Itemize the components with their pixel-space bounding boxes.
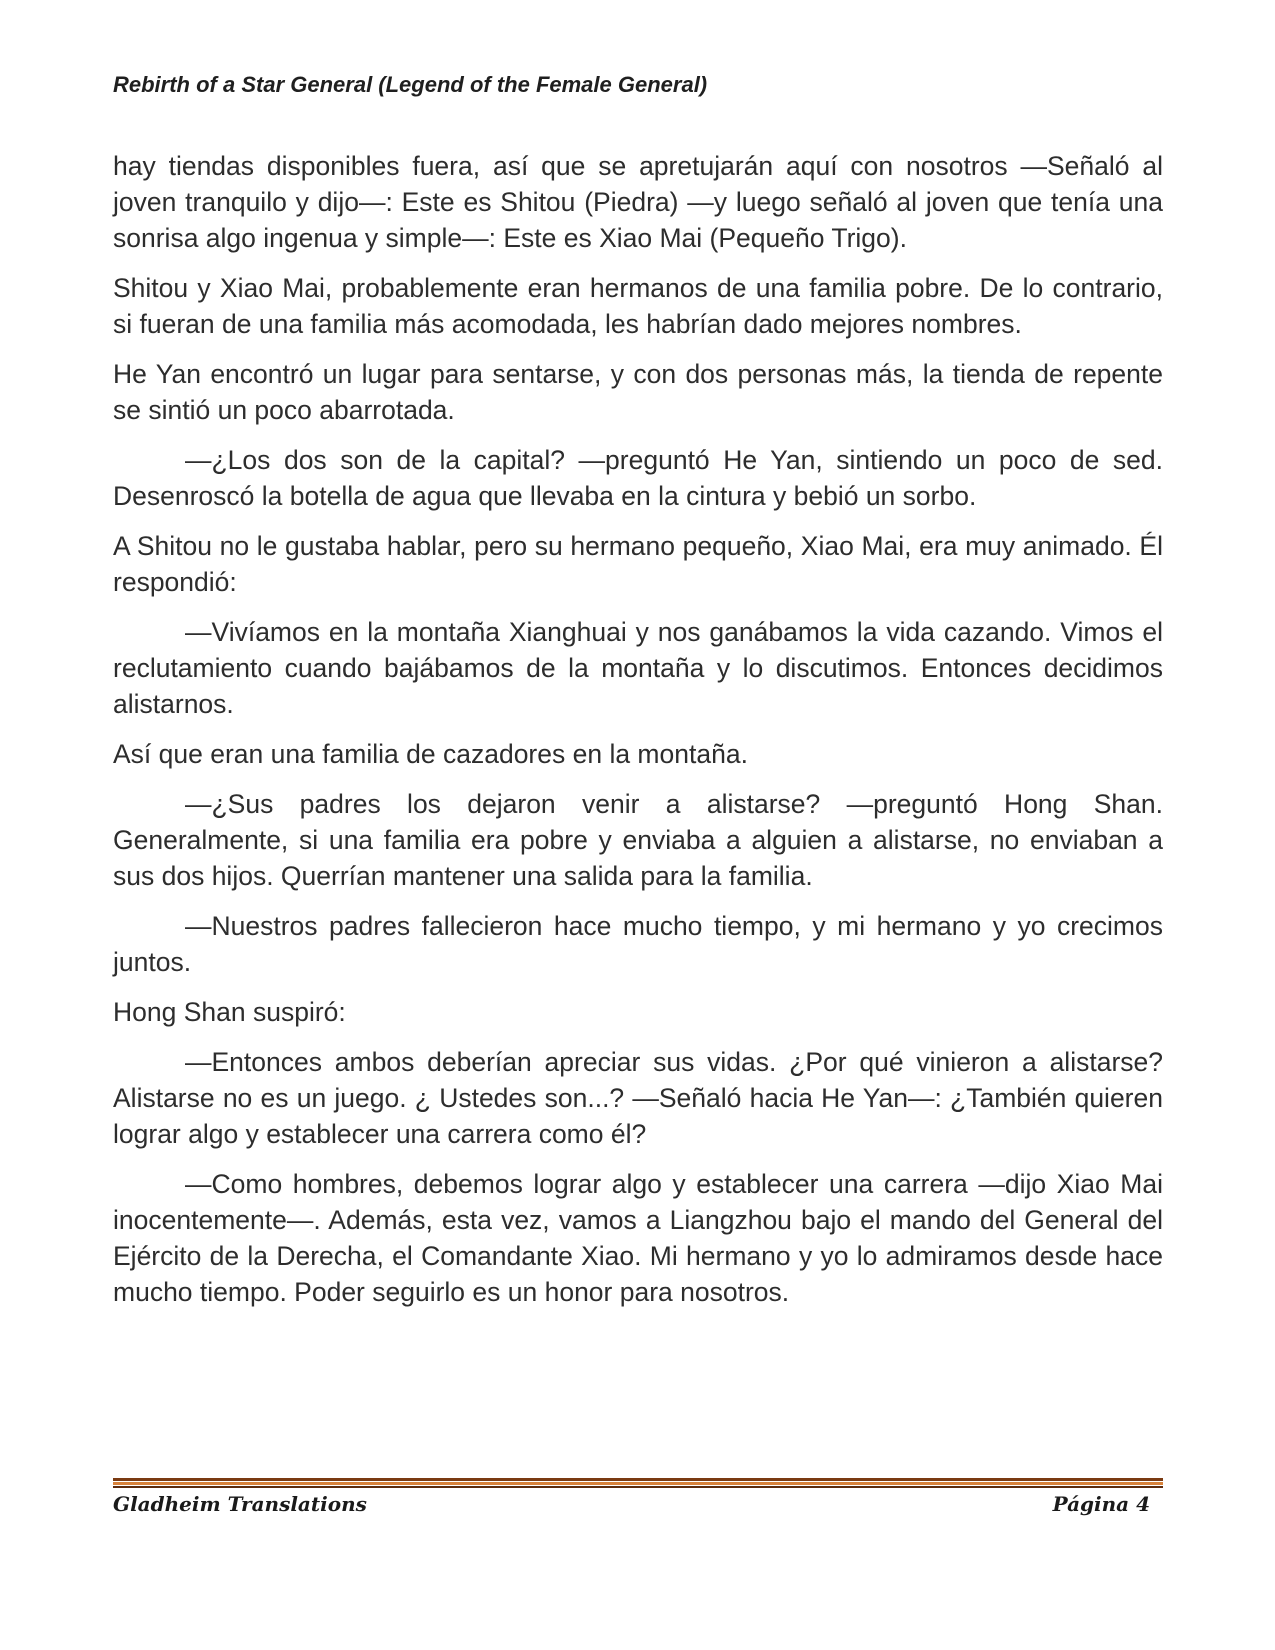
paragraph: Shitou y Xiao Mai, probablemente eran hermanos de una familia pobre. De lo contrario, si fueran de una familia más acomodada, les habrían dado mejores nombres. <box>113 273 1163 339</box>
footer-publisher: Gladheim Translations <box>113 1492 367 1516</box>
paragraph: He Yan encontró un lugar para sentarse, y con dos personas más, la tienda de repente se sintió un poco abarrotada. <box>113 359 1163 425</box>
paragraph: —Nuestros padres fallecieron hace mucho tiempo, y mi hermano y yo crecimos juntos. <box>113 911 1163 977</box>
paragraph: —Vivíamos en la montaña Xianghuai y nos ganábamos la vida cazando. Vimos el reclutamiento cuando bajábamos de la montaña y lo discutimos. Entonces decidimos alistarnos. <box>113 617 1163 719</box>
footer-page-number: Página 4 <box>1052 1492 1150 1516</box>
paragraph: hay tiendas disponibles fuera, así que se apretujarán aquí con nosotros —Señaló al joven tranquilo y dijo—: Este es Shitou (Piedra) —y luego señaló al joven que tenía una sonrisa algo ingenua y simple—: Este es Xiao Mai (Pequeño Trigo). <box>113 151 1163 253</box>
paragraph: —¿Los dos son de la capital? —preguntó He Yan, sintiendo un poco de sed. Desenroscó la botella de agua que llevaba en la cintura y bebió un sorbo. <box>113 445 1163 511</box>
body-text <box>113 148 1163 1324</box>
paragraph: Así que eran una familia de cazadores en la montaña. <box>113 739 748 769</box>
running-header-title: Rebirth of a Star General (Legend of the Female General) <box>113 72 708 97</box>
paragraph: —¿Sus padres los dejaron venir a alistarse? —preguntó Hong Shan. Generalmente, si una familia era pobre y enviaba a alguien a alistarse, no enviaban a sus dos hijos. Querrían mantener una salida para la familia. <box>113 789 1163 891</box>
paragraph: Hong Shan suspiró: <box>113 997 346 1027</box>
paragraph: A Shitou no le gustaba hablar, pero su hermano pequeño, Xiao Mai, era muy animado. Él respondió: <box>113 531 1163 597</box>
footer-divider <box>113 1478 1163 1488</box>
paragraph: —Como hombres, debemos lograr algo y establecer una carrera —dijo Xiao Mai inocentemente—. Además, esta vez, vamos a Liangzhou bajo el mando del General del Ejército de la Derecha, el Comandante Xiao. Mi hermano y yo lo admiramos desde hace mucho tiempo. Poder seguirlo es un honor para nosotros. <box>113 1169 1163 1307</box>
footer-divider-line-light <box>113 1482 1163 1485</box>
footer-divider-line-dark <box>113 1478 1163 1481</box>
footer-divider-line-bottom <box>113 1486 1163 1488</box>
paragraph: —Entonces ambos deberían apreciar sus vidas. ¿Por qué vinieron a alistarse? Alistarse no es un juego. ¿ Ustedes son...? —Señaló hacia He Yan—: ¿También quieren lograr algo y establecer una carrera como él? <box>113 1047 1163 1149</box>
